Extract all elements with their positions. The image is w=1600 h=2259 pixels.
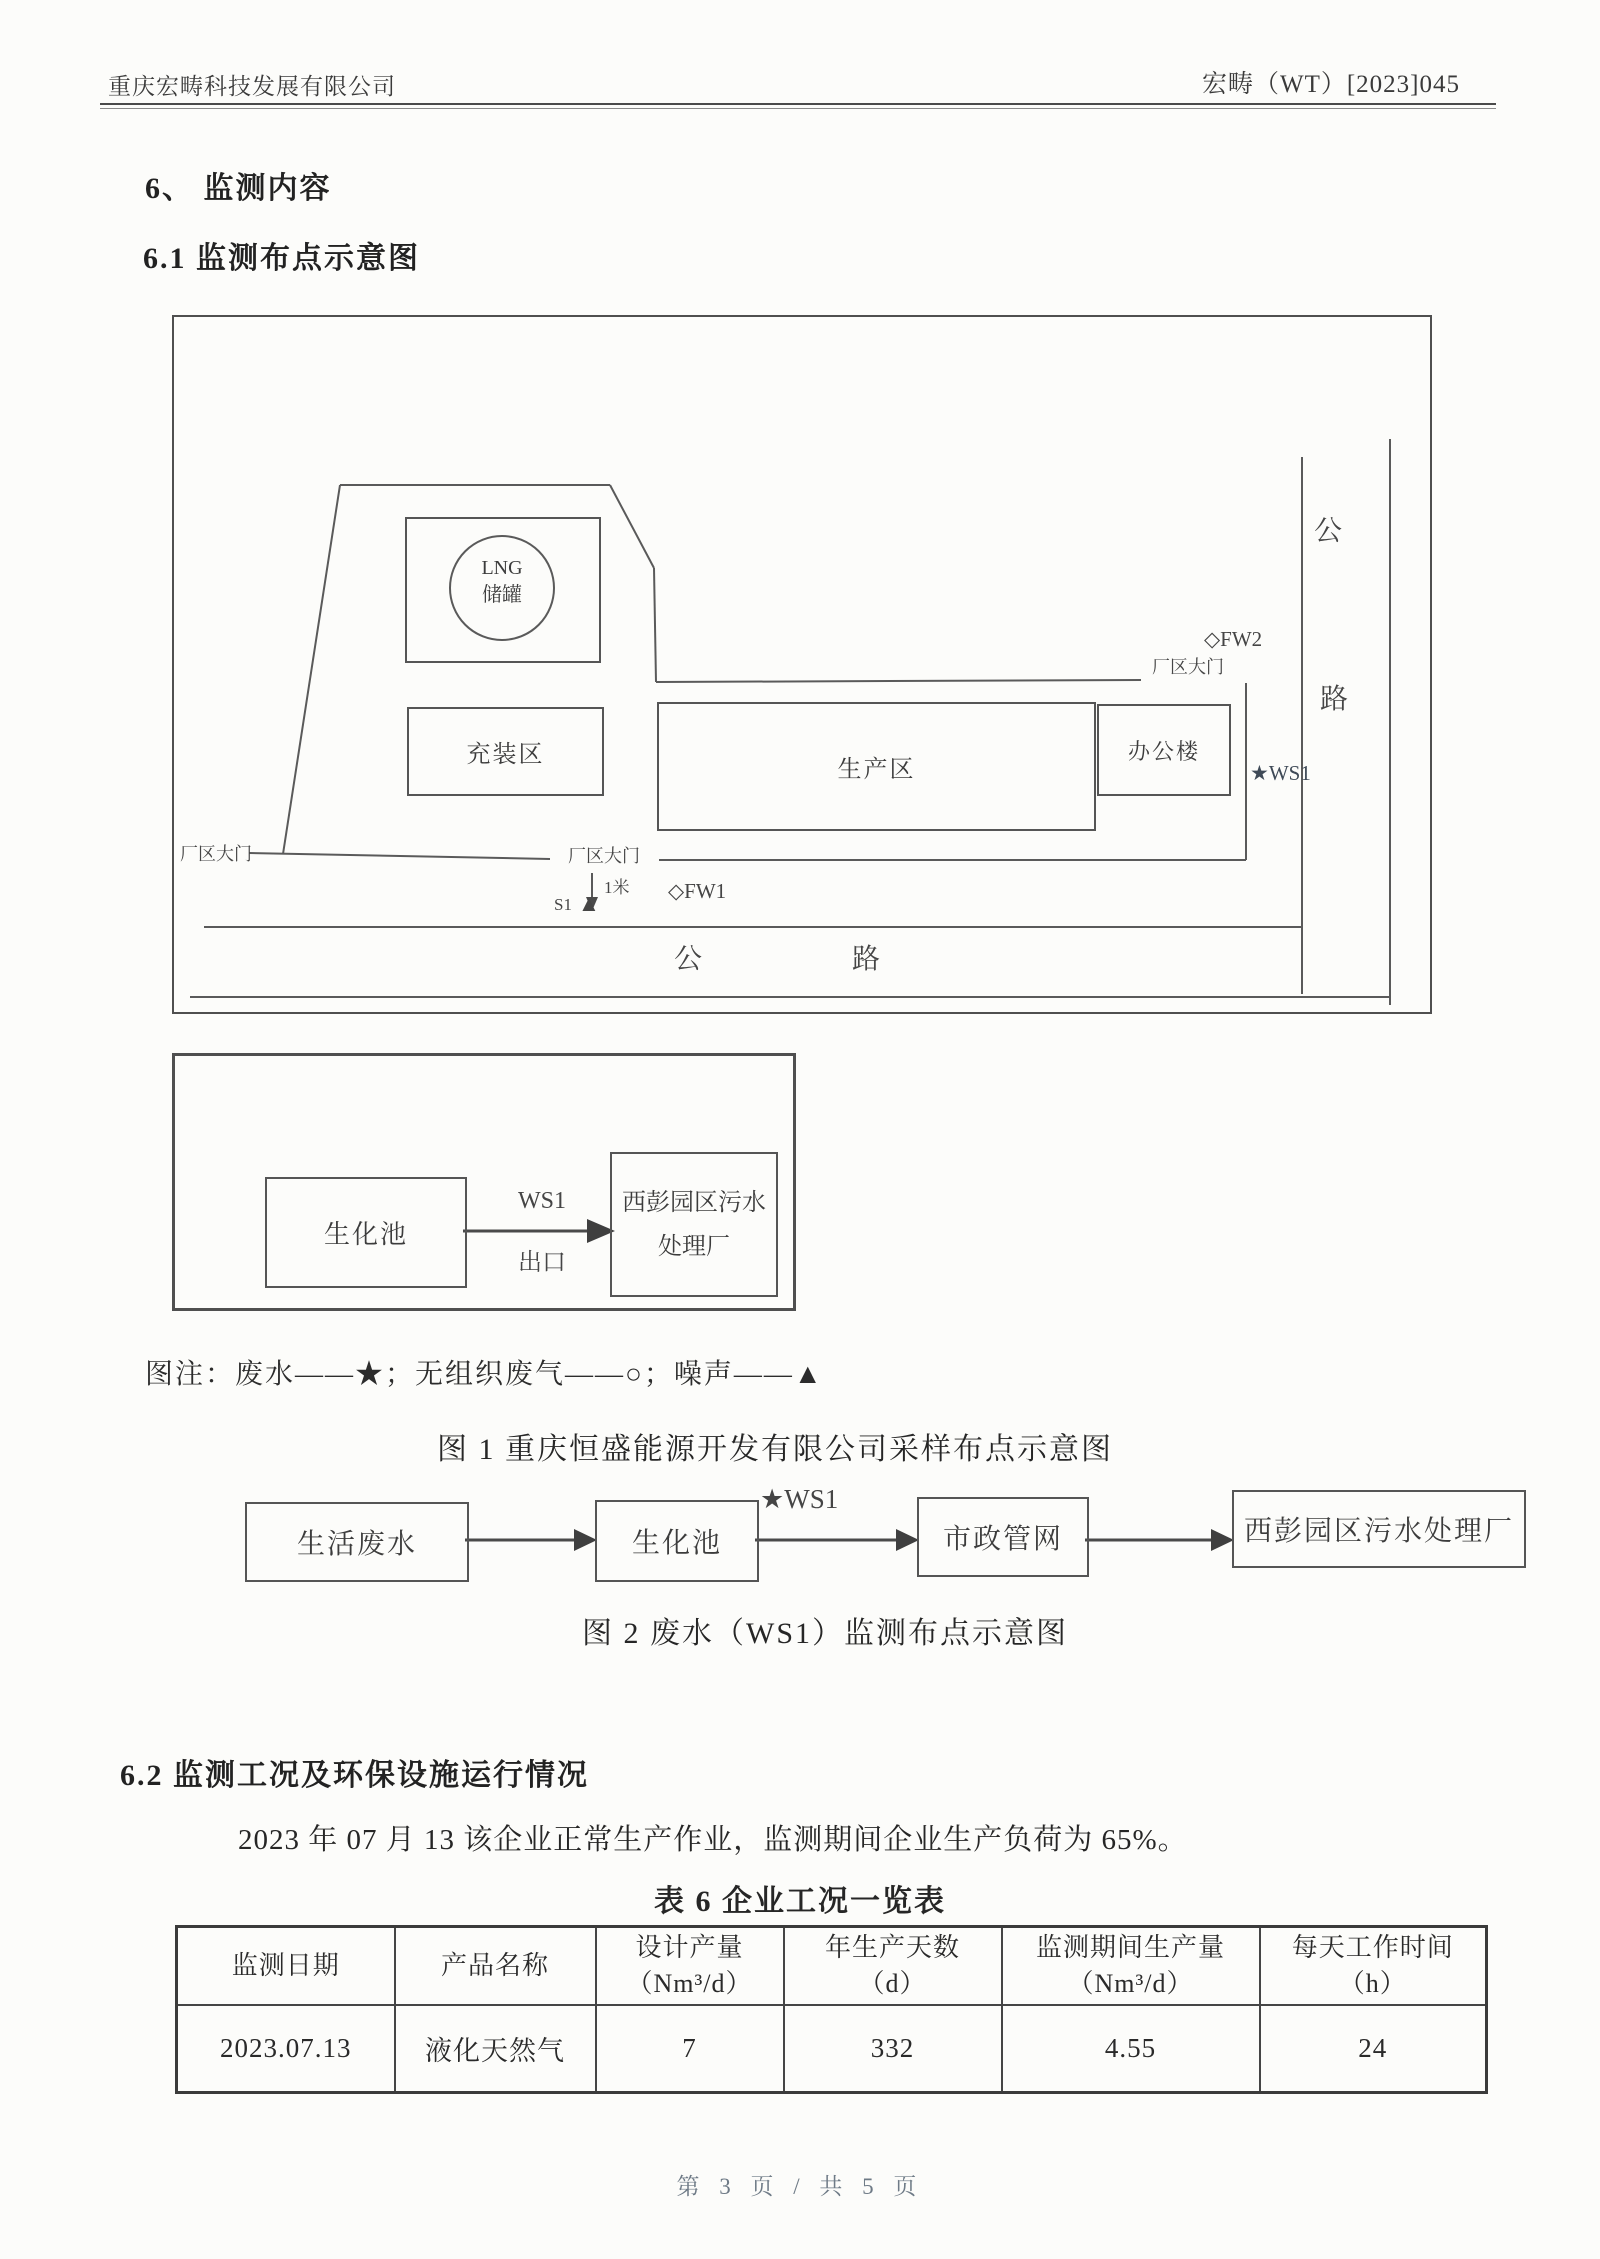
flow-arrow1-head <box>574 1529 597 1551</box>
section-6-1-title: 6.1 监测布点示意图 <box>143 242 420 275</box>
table6 <box>175 1925 1488 2094</box>
figure1-caption: 图 1 重庆恒盛能源开发有限公司采样布点示意图 <box>437 1433 1113 1466</box>
plant-boundary-bottom-left <box>249 853 550 859</box>
table6-header-design-output <box>596 1927 784 2005</box>
point-fw2-label: ◇FW2 <box>1204 627 1263 651</box>
sewage-plant-box-line2: 处理厂 <box>658 1233 730 1260</box>
point-s1-label: S1 <box>554 895 572 914</box>
table6-header-work-hours-line1: 每天工作时间 <box>1291 1932 1454 1962</box>
table6-header-product <box>395 1927 596 2005</box>
flow-node-biochem-pool: 生化池 <box>595 1500 759 1582</box>
road-right-label-gong: 公 <box>1314 516 1343 547</box>
charging-area-box: 充装区 <box>407 707 604 796</box>
flow-arrow2-head <box>896 1529 919 1551</box>
table6-header-days-line1: 年生产天数 <box>824 1932 960 1962</box>
flow-ws1-label: ★WS1 <box>760 1484 839 1514</box>
table6-title: 表 6 企业工况一览表 <box>654 1885 946 1918</box>
header-company: 重庆宏畴科技发展有限公司 <box>108 74 396 99</box>
road-right-label-lu: 路 <box>1320 684 1349 715</box>
page-footer: 第 3 页 / 共 5 页 <box>676 2174 924 2199</box>
lng-tank-label-line2: 储罐 <box>482 584 522 606</box>
biochem-pool-box: 生化池 <box>265 1177 467 1288</box>
table6-cell-date: 2023.07.13 <box>177 2005 395 2093</box>
flow-arrow3-head <box>1211 1529 1234 1551</box>
header-doc-number: 宏畴（WT）[2023]045 <box>1201 71 1460 98</box>
table6-header-row <box>177 1927 1487 2005</box>
flow-node-sewage-plant: 西彭园区污水处理厂 <box>1232 1490 1526 1568</box>
table6-header-monitor-output-line2: （Nm³/d） <box>1067 1968 1194 1998</box>
gate-distance-label: 1米 <box>604 878 630 897</box>
section-6-2-paragraph: 2023 年 07 月 13 该企业正常生产作业，监测期间企业生产负荷为 65%。 <box>238 1824 1188 1856</box>
ws1-arrow-label-top: WS1 <box>518 1188 566 1214</box>
gate-label-left: 厂区大门 <box>180 844 252 864</box>
figure1-site-diagram <box>172 315 1432 1014</box>
table6-cell-monitor-output: 4.55 <box>1002 2005 1260 2093</box>
table6-data-row <box>177 2005 1487 2093</box>
figure1-lines <box>174 317 1430 1012</box>
point-fw1-label: ◇FW1 <box>668 879 727 903</box>
table6-header-date <box>177 1927 395 2005</box>
table6-header-monitor-output-line1: 监测期间生产量 <box>1035 1932 1225 1962</box>
table6-cell-product: 液化天然气 <box>395 2005 596 2093</box>
road-bottom-label-lu: 路 <box>852 944 881 975</box>
figure2-caption: 图 2 废水（WS1）监测布点示意图 <box>582 1617 1068 1650</box>
point-ws1-label: ★WS1 <box>1250 761 1311 785</box>
section-6-title: 6、 监测内容 <box>145 172 332 205</box>
table6-header-design-output-line2: （Nm³/d） <box>626 1968 753 1998</box>
flow-node-domestic-wastewater: 生活废水 <box>245 1502 469 1582</box>
road-bottom-label-gong: 公 <box>674 944 703 975</box>
plant-boundary-upper-right <box>656 680 1141 682</box>
plant-boundary-slant <box>610 485 654 568</box>
figure2-flow-diagram <box>160 1482 1560 1597</box>
table6-header-product-line1: 产品名称 <box>440 1950 549 1980</box>
gate-label-center: 厂区大门 <box>568 846 640 866</box>
lng-tank-label <box>450 555 554 609</box>
table6-grid <box>175 1925 1488 2094</box>
table6-header-work-hours-line2: （h） <box>1338 1968 1407 1998</box>
table6-header-days <box>784 1927 1002 2005</box>
section-6-2-title: 6.2 监测工况及环保设施运行情况 <box>120 1759 589 1792</box>
table6-header-work-hours <box>1260 1927 1487 2005</box>
plant-boundary-left-slant <box>283 485 340 854</box>
table6-cell-design-output: 7 <box>596 2005 784 2093</box>
table6-header-monitor-output <box>1002 1927 1260 2005</box>
figure-ws1-outlet-diagram <box>172 1053 796 1311</box>
header-rule-top <box>100 103 1496 105</box>
flow-node-municipal-pipe: 市政管网 <box>917 1497 1089 1577</box>
production-area-box: 生产区 <box>657 702 1096 831</box>
table6-cell-days: 332 <box>784 2005 1002 2093</box>
sewage-plant-box-line1: 西彭园区污水 <box>622 1189 766 1216</box>
table6-cell-work-hours: 24 <box>1260 2005 1487 2093</box>
figure1-legend: 图注：废水——★；无组织废气——○；噪声——▲ <box>145 1359 824 1390</box>
header-rule-bottom <box>100 108 1496 109</box>
lng-tank-label-line1: LNG <box>481 557 523 579</box>
ws1-arrow-label-bottom: 出口 <box>518 1250 566 1276</box>
table6-header-days-line2: （d） <box>858 1968 927 1998</box>
table6-header-design-output-line1: 设计产量 <box>635 1932 744 1962</box>
sewage-plant-box <box>610 1152 778 1297</box>
office-building-box: 办公楼 <box>1097 704 1231 796</box>
noise-triangle-marker: ▲ <box>578 891 600 916</box>
table6-header-date-line1: 监测日期 <box>231 1950 340 1980</box>
plant-boundary-vertical <box>654 568 656 682</box>
gate-label-right: 厂区大门 <box>1152 657 1224 677</box>
